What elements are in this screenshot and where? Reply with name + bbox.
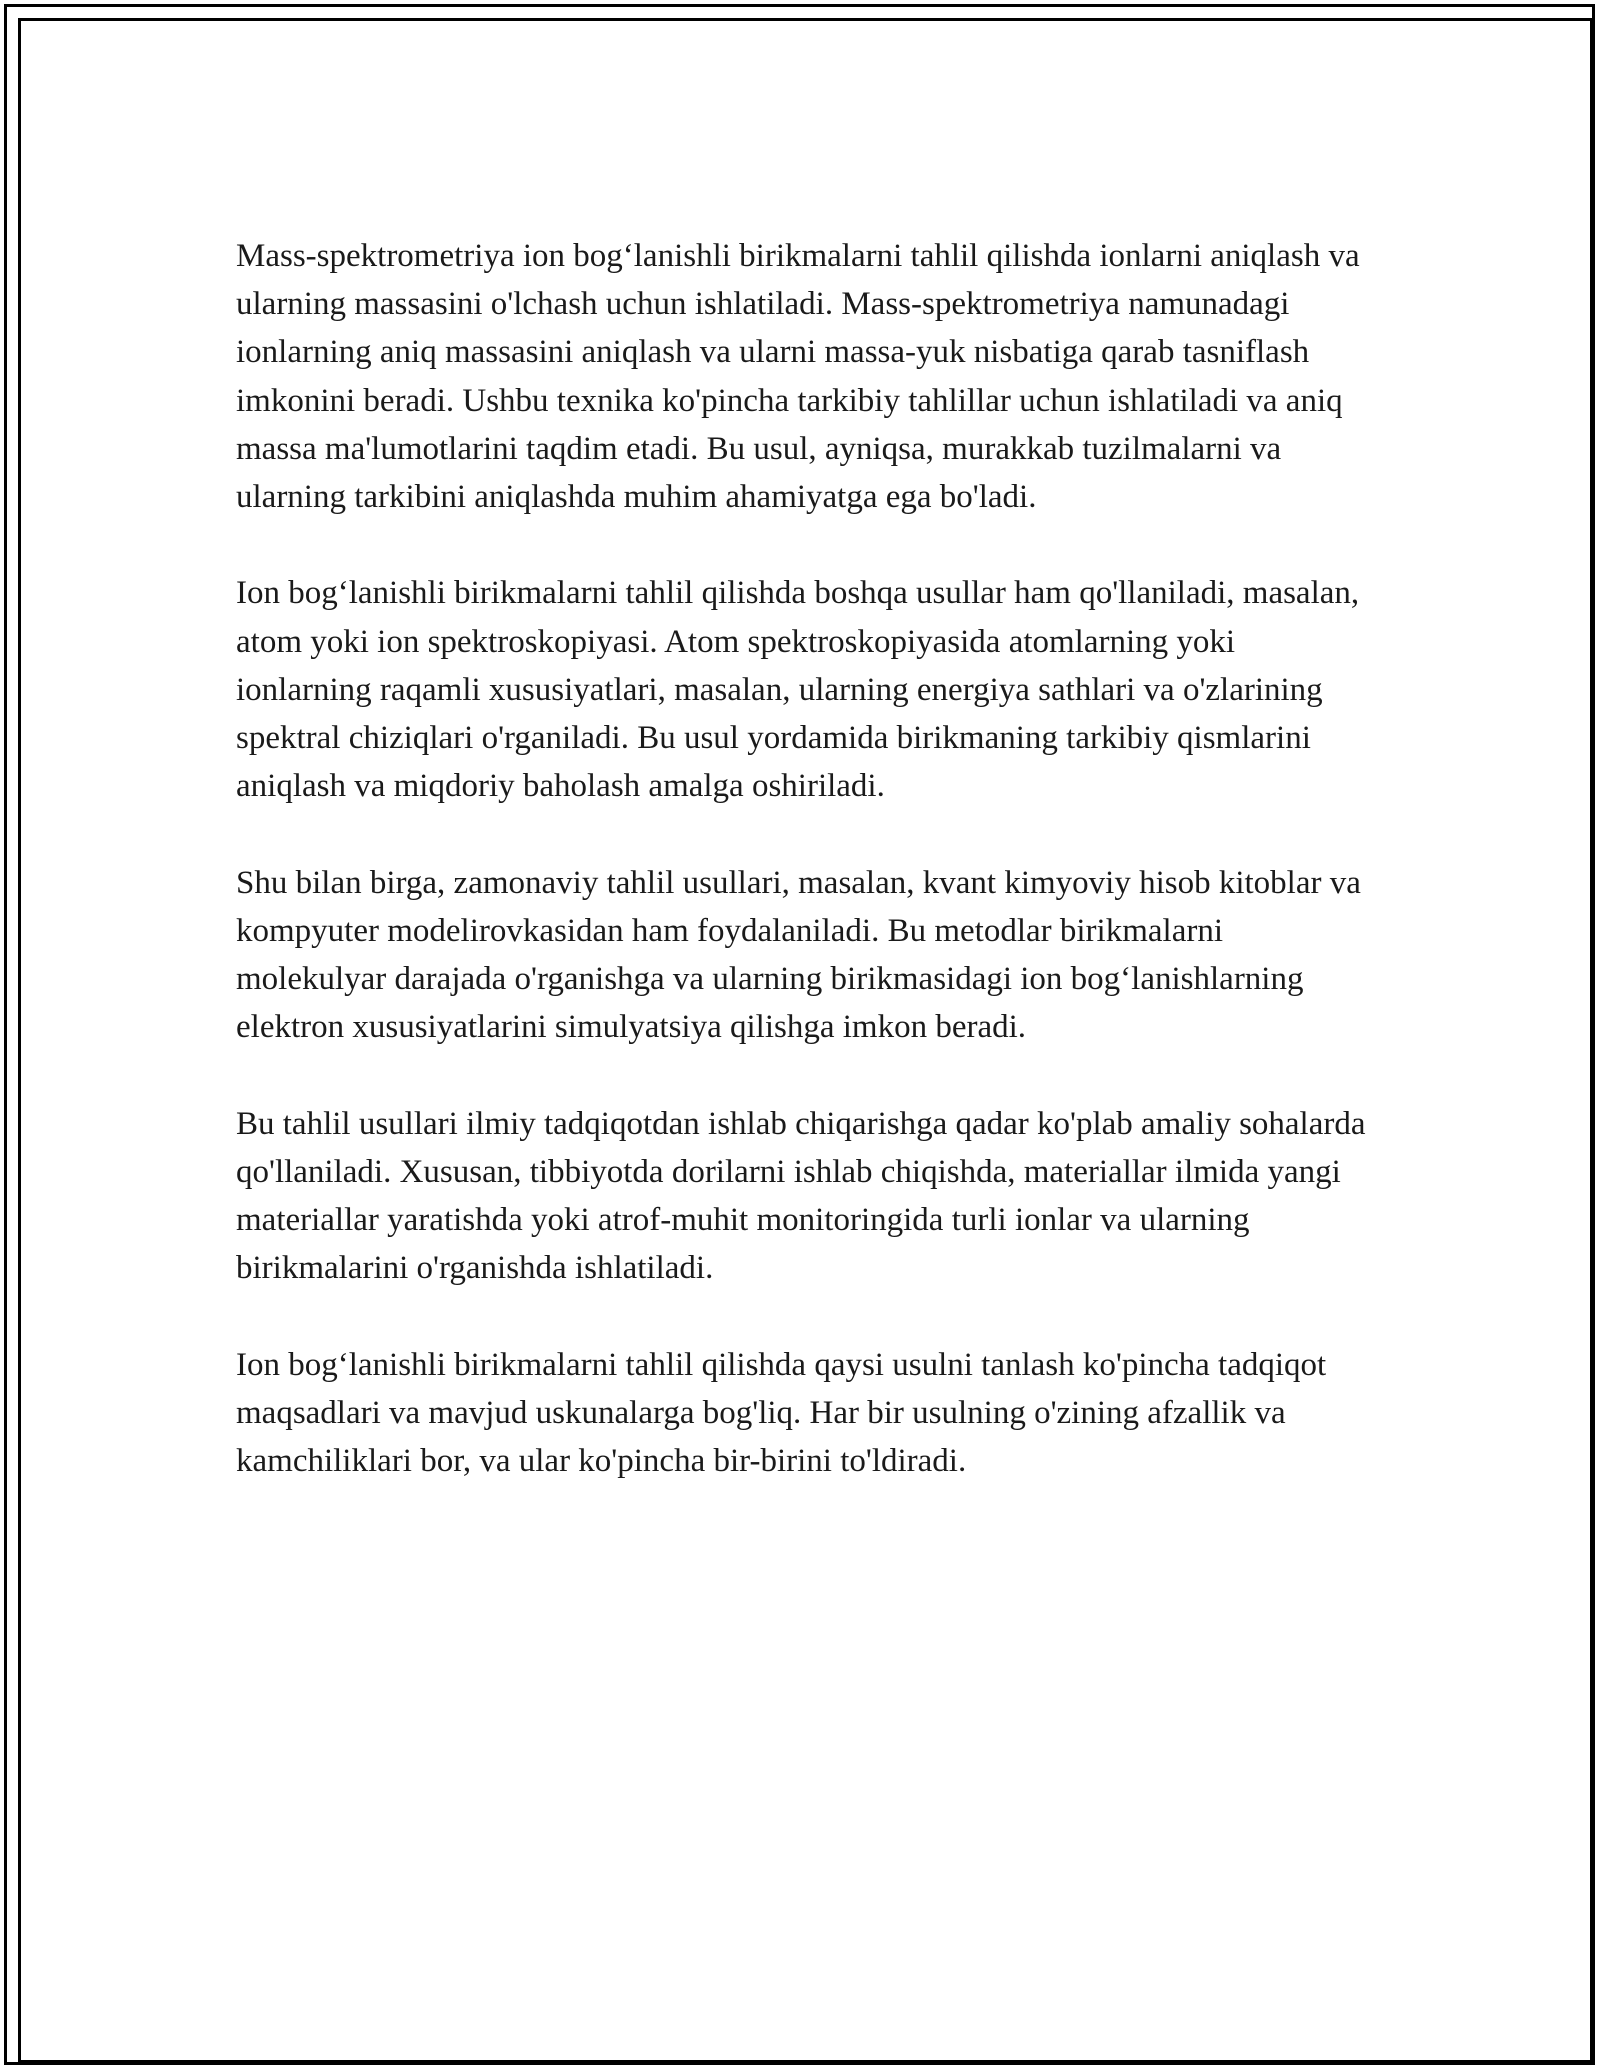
- paragraph-3: Shu bilan birga, zamonaviy tahlil usullari, masalan, kvant kimyoviy hisob kitoblar va kompyuter modelirovkasidan ham foydalaniladi. Bu metodlar birikmalarni molekulyar darajada o'rganishga va ularning birikmasidagi ion bog‘lanishlarning elektron xususiyatlarini simulyatsiya qilishga imkon beradi.: [236, 864, 1361, 1046]
- document-body: [236, 232, 1371, 1533]
- paragraph-1: Mass-spektrometriya ion bog‘lanishli birikmalarni tahlil qilishda ionlarni aniqlash va ularning massasini o'lchash uchun ishlatiladi. Mass-spektrometriya namunadagi ionlarning aniq massasini aniqlash va ularni massa-yuk nisbatiga qarab tasniflash imkonini beradi. Ushbu texnika ko'pincha tarkibiy tahlillar uchun ishlatiladi va aniq massa ma'lumotlarini taqdim etadi. Bu usul, ayniqsa, murakkab tuzilmalarni va ularning tarkibini aniqlashda muhim ahamiyatga ega bo'ladi.: [236, 238, 1360, 516]
- paragraph-4: Bu tahlil usullari ilmiy tadqiqotdan ishlab chiqarishga qadar ko'plab amaliy sohalarda qo'llaniladi. Xususan, tibbiyotda dorilarni ishlab chiqishda, materiallar ilmida yangi materiallar yaratishda yoki atrof-muhit monitoringida turli ionlar va ularning birikmalarini o'rganishda ishlatiladi.: [236, 1105, 1366, 1287]
- paragraph-2: Ion bog‘lanishli birikmalarni tahlil qilishda boshqa usullar ham qo'llaniladi, masalan, atom yoki ion spektroskopiyasi. Atom spektroskopiyasida atomlarning yoki ionlarning raqamli xususiyatlari, masalan, ularning energiya sathlari va o'zlarining spektral chiziqlari o'rganiladi. Bu usul yordamida birikmaning tarkibiy qismlarini aniqlash va miqdoriy baholash amalga oshiriladi.: [236, 575, 1360, 805]
- paragraph-5: Ion bog‘lanishli birikmalarni tahlil qilishda qaysi usulni tanlash ko'pincha tadqiqot maqsadlari va mavjud uskunalarga bog'liq. Har bir usulning o'zining afzallik va kamchiliklari bor, va ular ko'pincha bir-birini to'ldiradi.: [236, 1346, 1327, 1480]
